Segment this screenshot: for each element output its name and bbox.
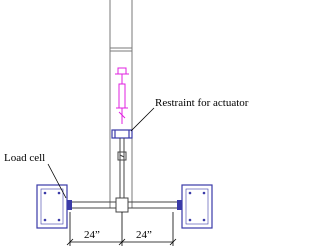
dimension-left-label: 24” (84, 229, 100, 241)
right-support-plate (182, 185, 212, 228)
horizontal-beam (70, 198, 182, 212)
actuator (115, 68, 129, 124)
restraint-plate (112, 130, 132, 138)
left-load-cell (67, 200, 72, 210)
load-cell-label: Load cell (4, 152, 46, 164)
restraint-leader (131, 108, 154, 131)
right-load-cell (177, 200, 182, 210)
restraint-label: Restraint for actuator (155, 97, 249, 109)
dimension-right-label: 24” (136, 229, 152, 241)
load-rod (118, 138, 126, 202)
reaction-column (110, 0, 132, 208)
